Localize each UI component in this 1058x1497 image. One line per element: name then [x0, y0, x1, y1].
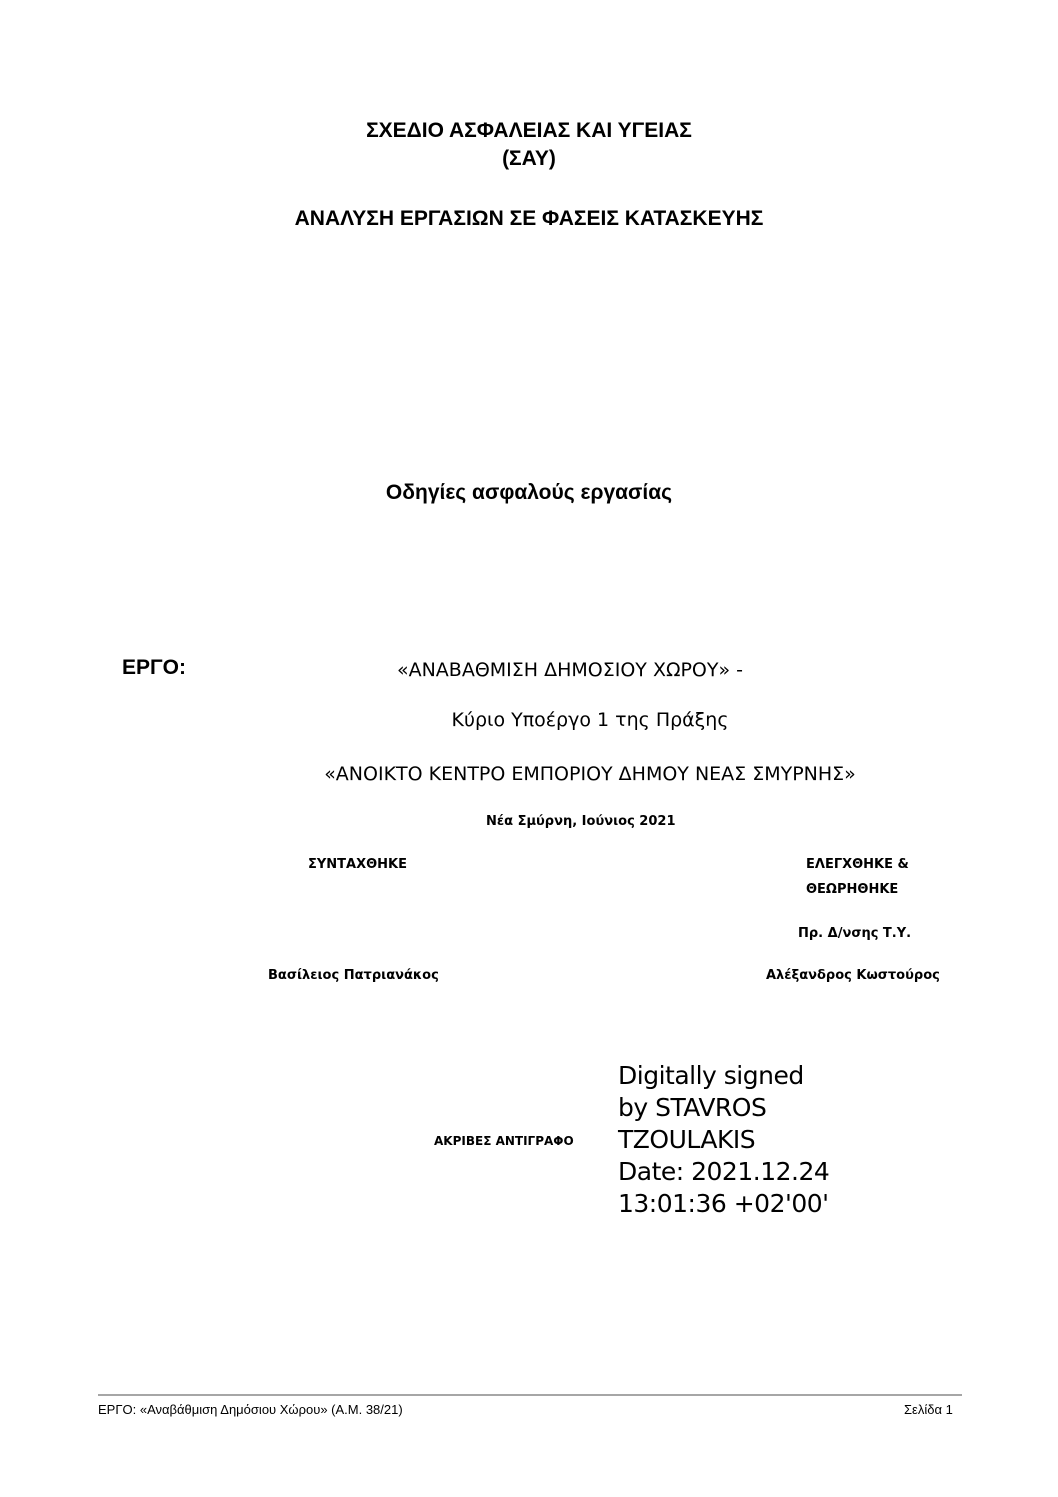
checked-label-line-1: ΕΛΕΓΧΘΗΚΕ & [806, 857, 909, 872]
project-name-line-2: Κύριο Υποέργο 1 της Πράξης [451, 709, 729, 731]
document-subtitle: ΑΝΑΛΥΣΗ ΕΡΓΑΣΙΩΝ ΣΕ ΦΑΣΕΙΣ ΚΑΤΑΣΚΕΥΗΣ [294, 207, 764, 230]
instructions-heading: Οδηγίες ασφαλούς εργασίας [385, 481, 673, 504]
digital-signature [618, 1060, 829, 1220]
director-label: Πρ. Δ/νσης Τ.Υ. [798, 926, 912, 941]
compiled-label: ΣΥΝΤΑΧΘΗΚΕ [308, 857, 408, 872]
project-label: ΕΡΓΟ: [122, 656, 186, 679]
footer-divider [98, 1394, 962, 1396]
footer-project-text: ΕΡΓΟ: «Αναβάθμιση Δημόσιου Χώρου» (Α.Μ. 38/21) [98, 1402, 403, 1417]
title-line-2: (ΣΑΥ) [502, 147, 556, 170]
signature-line-4: Date: 2021.12.24 [618, 1157, 830, 1186]
compiled-by-name: Βασίλειος Πατριανάκος [268, 968, 439, 983]
certified-copy-label: ΑΚΡΙΒΕΣ ΑΝΤΙΓΡΑΦΟ [434, 1134, 574, 1148]
checked-label-line-2: ΘΕΩΡΗΘΗΚΕ [806, 882, 899, 897]
signature-line-2: by STAVROS [618, 1093, 767, 1122]
signature-line-5: 13:01:36 +02'00' [618, 1189, 829, 1218]
signature-line-3: TZOULAKIS [618, 1125, 756, 1154]
project-name-line-3: «ΑΝΟΙΚΤΟ ΚΕΝΤΡΟ ΕΜΠΟΡΙΟΥ ΔΗΜΟΥ ΝΕΑΣ ΣΜΥΡΝΗΣ» [324, 763, 856, 785]
signature-line-1: Digitally signed [618, 1061, 804, 1090]
place-date: Νέα Σμύρνη, Ιούνιος 2021 [486, 814, 676, 829]
title-line-1: ΣΧΕΔΙΟ ΑΣΦΑΛΕΙΑΣ ΚΑΙ ΥΓΕΙΑΣ [366, 119, 692, 142]
footer-page-number: Σελίδα 1 [904, 1402, 953, 1417]
checked-by-name: Αλέξανδρος Κωστούρος [766, 968, 940, 983]
document-title [0, 117, 1058, 173]
project-name-line-1: «ΑΝΑΒΑΘΜΙΣΗ ΔΗΜΟΣΙΟΥ ΧΩΡΟΥ» - [396, 659, 744, 681]
